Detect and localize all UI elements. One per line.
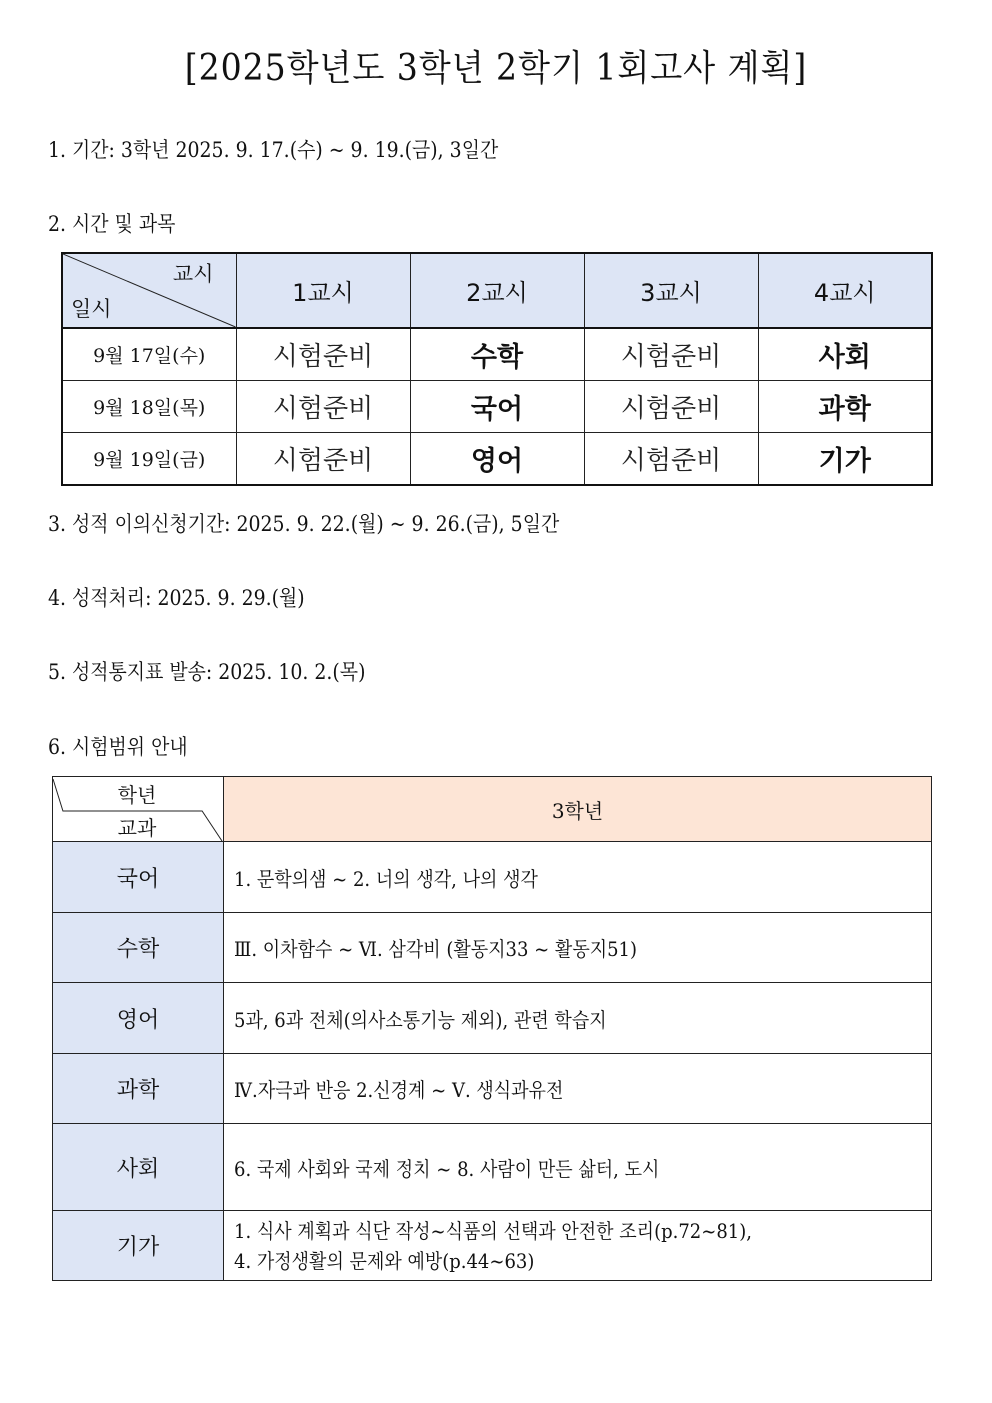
schedule-cell: 시험준비: [584, 328, 758, 381]
range-row: [53, 1124, 932, 1211]
schedule-header-row: [62, 253, 932, 328]
grade-header: 3학년: [224, 777, 932, 842]
schedule-cell: 시험준비: [584, 381, 758, 433]
range-corner-cell: [53, 777, 224, 842]
range-row: [53, 983, 932, 1054]
range-content: [224, 1054, 932, 1124]
range-content-text: Ⅳ.자극과 반응 2.신경계 ~ Ⅴ. 생식과유전: [234, 1078, 564, 1102]
range-content: [224, 1124, 932, 1211]
schedule-date: 9월 18일(목): [62, 381, 236, 433]
exam-schedule-table: [61, 252, 933, 486]
range-subject: 기가: [53, 1211, 224, 1281]
schedule-cell: 사회: [758, 328, 932, 381]
range-subject: 영어: [53, 983, 224, 1054]
section-exam-period: 1. 기간: 3학년 2025. 9. 17.(수) ~ 9. 19.(금), 3일간: [48, 138, 499, 162]
period-header-1: 1교시: [236, 253, 410, 328]
period-header-3: 3교시: [584, 253, 758, 328]
range-content-text: 5과, 6과 전체(의사소통기능 제외), 관련 학습지: [234, 1007, 607, 1032]
section-time-subject-heading: 2. 시간 및 과목: [48, 212, 176, 236]
range-row: [53, 1211, 932, 1281]
corner-label-date: 일시: [71, 297, 112, 321]
page-title: [2025학년도 3학년 2학기 1회고사 계획]: [184, 48, 808, 89]
schedule-cell: 과학: [758, 381, 932, 433]
range-row: [53, 913, 932, 983]
range-content-line: 4. 가정생활의 문제와 예방(p.44~63): [234, 1248, 535, 1273]
schedule-cell: 시험준비: [236, 381, 410, 433]
section-exam-range-heading: 6. 시험범위 안내: [48, 735, 188, 759]
range-header-row: [53, 777, 932, 842]
schedule-cell: 기가: [758, 433, 932, 486]
range-subject: 과학: [53, 1054, 224, 1124]
range-content: [224, 1211, 932, 1281]
schedule-cell: 영어: [410, 433, 584, 486]
range-row: [53, 842, 932, 913]
schedule-cell: 수학: [410, 328, 584, 381]
corner-label-period: 교시: [172, 262, 214, 286]
range-content: [224, 983, 932, 1054]
range-content-text: 6. 국제 사회와 국제 정치 ~ 8. 사람이 만든 삶터, 도시: [234, 1156, 660, 1181]
schedule-date: 9월 17일(수): [62, 328, 236, 381]
schedule-row: [62, 381, 932, 433]
range-subject: 사회: [53, 1124, 224, 1211]
range-row: [53, 1054, 932, 1124]
period-header-2: 2교시: [410, 253, 584, 328]
range-subject: 수학: [53, 913, 224, 983]
schedule-row: [62, 328, 932, 381]
corner-label-grade: 학년: [117, 783, 157, 807]
range-subject: 국어: [53, 842, 224, 913]
range-content: [224, 842, 932, 913]
section-grade-processing: 4. 성적처리: 2025. 9. 29.(월): [48, 586, 305, 610]
range-content: [224, 913, 932, 983]
exam-range-table: [52, 776, 932, 1281]
schedule-cell: 시험준비: [236, 328, 410, 381]
corner-label-subject: 교과: [117, 816, 157, 840]
range-content-text: Ⅲ. 이차함수 ~ Ⅵ. 삼각비 (활동지33 ~ 활동지51): [234, 937, 638, 961]
schedule-corner-cell: [62, 253, 236, 328]
period-header-4: 4교시: [758, 253, 932, 328]
schedule-row: [62, 433, 932, 486]
range-content-line: 1. 식사 계획과 식단 작성~식품의 선택과 안전한 조리(p.72~81),: [234, 1218, 752, 1243]
schedule-cell: 시험준비: [236, 433, 410, 486]
schedule-date: 9월 19일(금): [62, 433, 236, 486]
section-report-card: 5. 성적통지표 발송: 2025. 10. 2.(목): [48, 660, 366, 684]
section-appeal-period: 3. 성적 이의신청기간: 2025. 9. 22.(월) ~ 9. 26.(금), 5일간: [48, 512, 560, 536]
schedule-cell: 국어: [410, 381, 584, 433]
range-content-text: 1. 문학의샘 ~ 2. 너의 생각, 나의 생각: [234, 866, 538, 891]
schedule-cell: 시험준비: [584, 433, 758, 486]
